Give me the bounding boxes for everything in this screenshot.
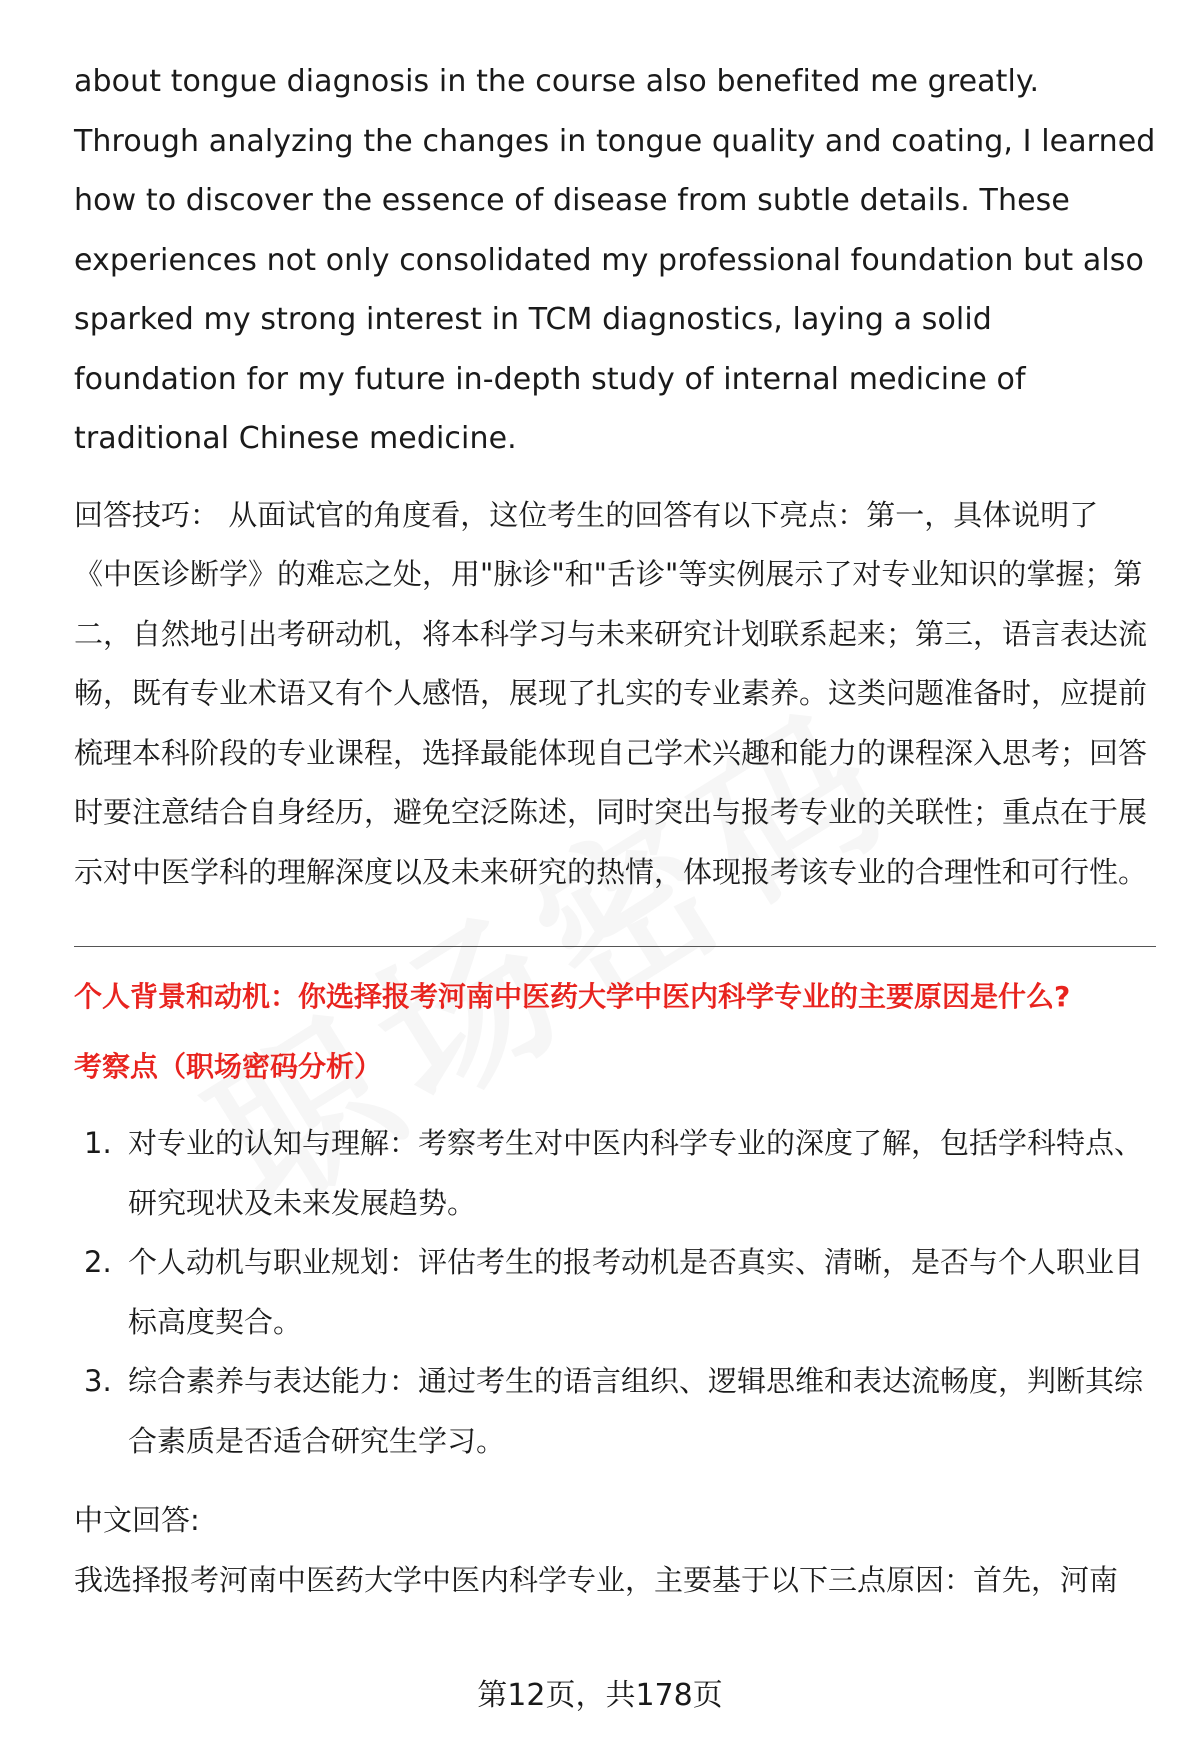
- section-divider: [74, 946, 1156, 947]
- document-page: [74, 52, 1156, 1610]
- list-item-text: 个人动机与职业规划：评估考生的报考动机是否真实、清晰，是否与个人职业目标高度契合。: [128, 1245, 1144, 1339]
- page-number-footer: 第12页，共178页: [477, 1678, 723, 1713]
- chinese-answer-text: 我选择报考河南中医药大学中医内科学专业，主要基于以下三点原因：首先，河南: [74, 1562, 1119, 1597]
- answer-tips-paragraph: 回答技巧： 从面试官的角度看，这位考生的回答有以下亮点：第一，具体说明了《中医诊断学》的难忘之处，用"脉诊"和"舌诊"等实例展示了对专业知识的掌握；第二，自然地引出考研动机，将本科学习与未来研究计划联系起来；第三，语言表达流畅，既有专业术语又有个人感悟，展现了扎实的专业素养。这类问题准备时，应提前梳理本科阶段的专业课程，选择最能体现自己学术兴趣和能力的课程深入思考；回答时要注意结合自身经历，避免空泛陈述，同时突出与报考专业的关联性；重点在于展示对中医学科的理解深度以及未来研究的热情，体现报考该专业的合理性和可行性。: [74, 497, 1148, 889]
- list-item: [74, 1352, 1156, 1471]
- english-answer-paragraph: about tongue diagnosis in the course also benefited me greatly. Through analyzing the changes in tongue quality and coating, I learned how to discover the essence of disease from subtle details. These experiences not only consolidated my professional foundation but also sparked my strong interest in TCM diagnostics, laying a solid foundation for my future in-depth study of internal medicine of traditional Chinese medicine.: [74, 64, 1156, 456]
- points-list: [74, 1114, 1156, 1471]
- list-item-number: 2.: [84, 1245, 112, 1279]
- list-item-text: 对专业的认知与理解：考察考生对中医内科学专业的深度了解，包括学科特点、研究现状及未来发展趋势。: [128, 1126, 1144, 1220]
- chinese-answer-label: 中文回答:: [74, 1503, 200, 1537]
- list-item-number: 1.: [84, 1126, 112, 1160]
- list-item-text: 综合素养与表达能力：通过考生的语言组织、逻辑思维和表达流畅度，判断其综合素质是否适合研究生学习。: [128, 1364, 1144, 1458]
- list-item: [74, 1233, 1156, 1352]
- list-item: [74, 1114, 1156, 1233]
- question-heading: 个人背景和动机：你选择报考河南中医药大学中医内科学专业的主要原因是什么?: [74, 980, 1071, 1013]
- points-heading: 考察点（职场密码分析）: [74, 1050, 383, 1083]
- list-item-number: 3.: [84, 1364, 112, 1398]
